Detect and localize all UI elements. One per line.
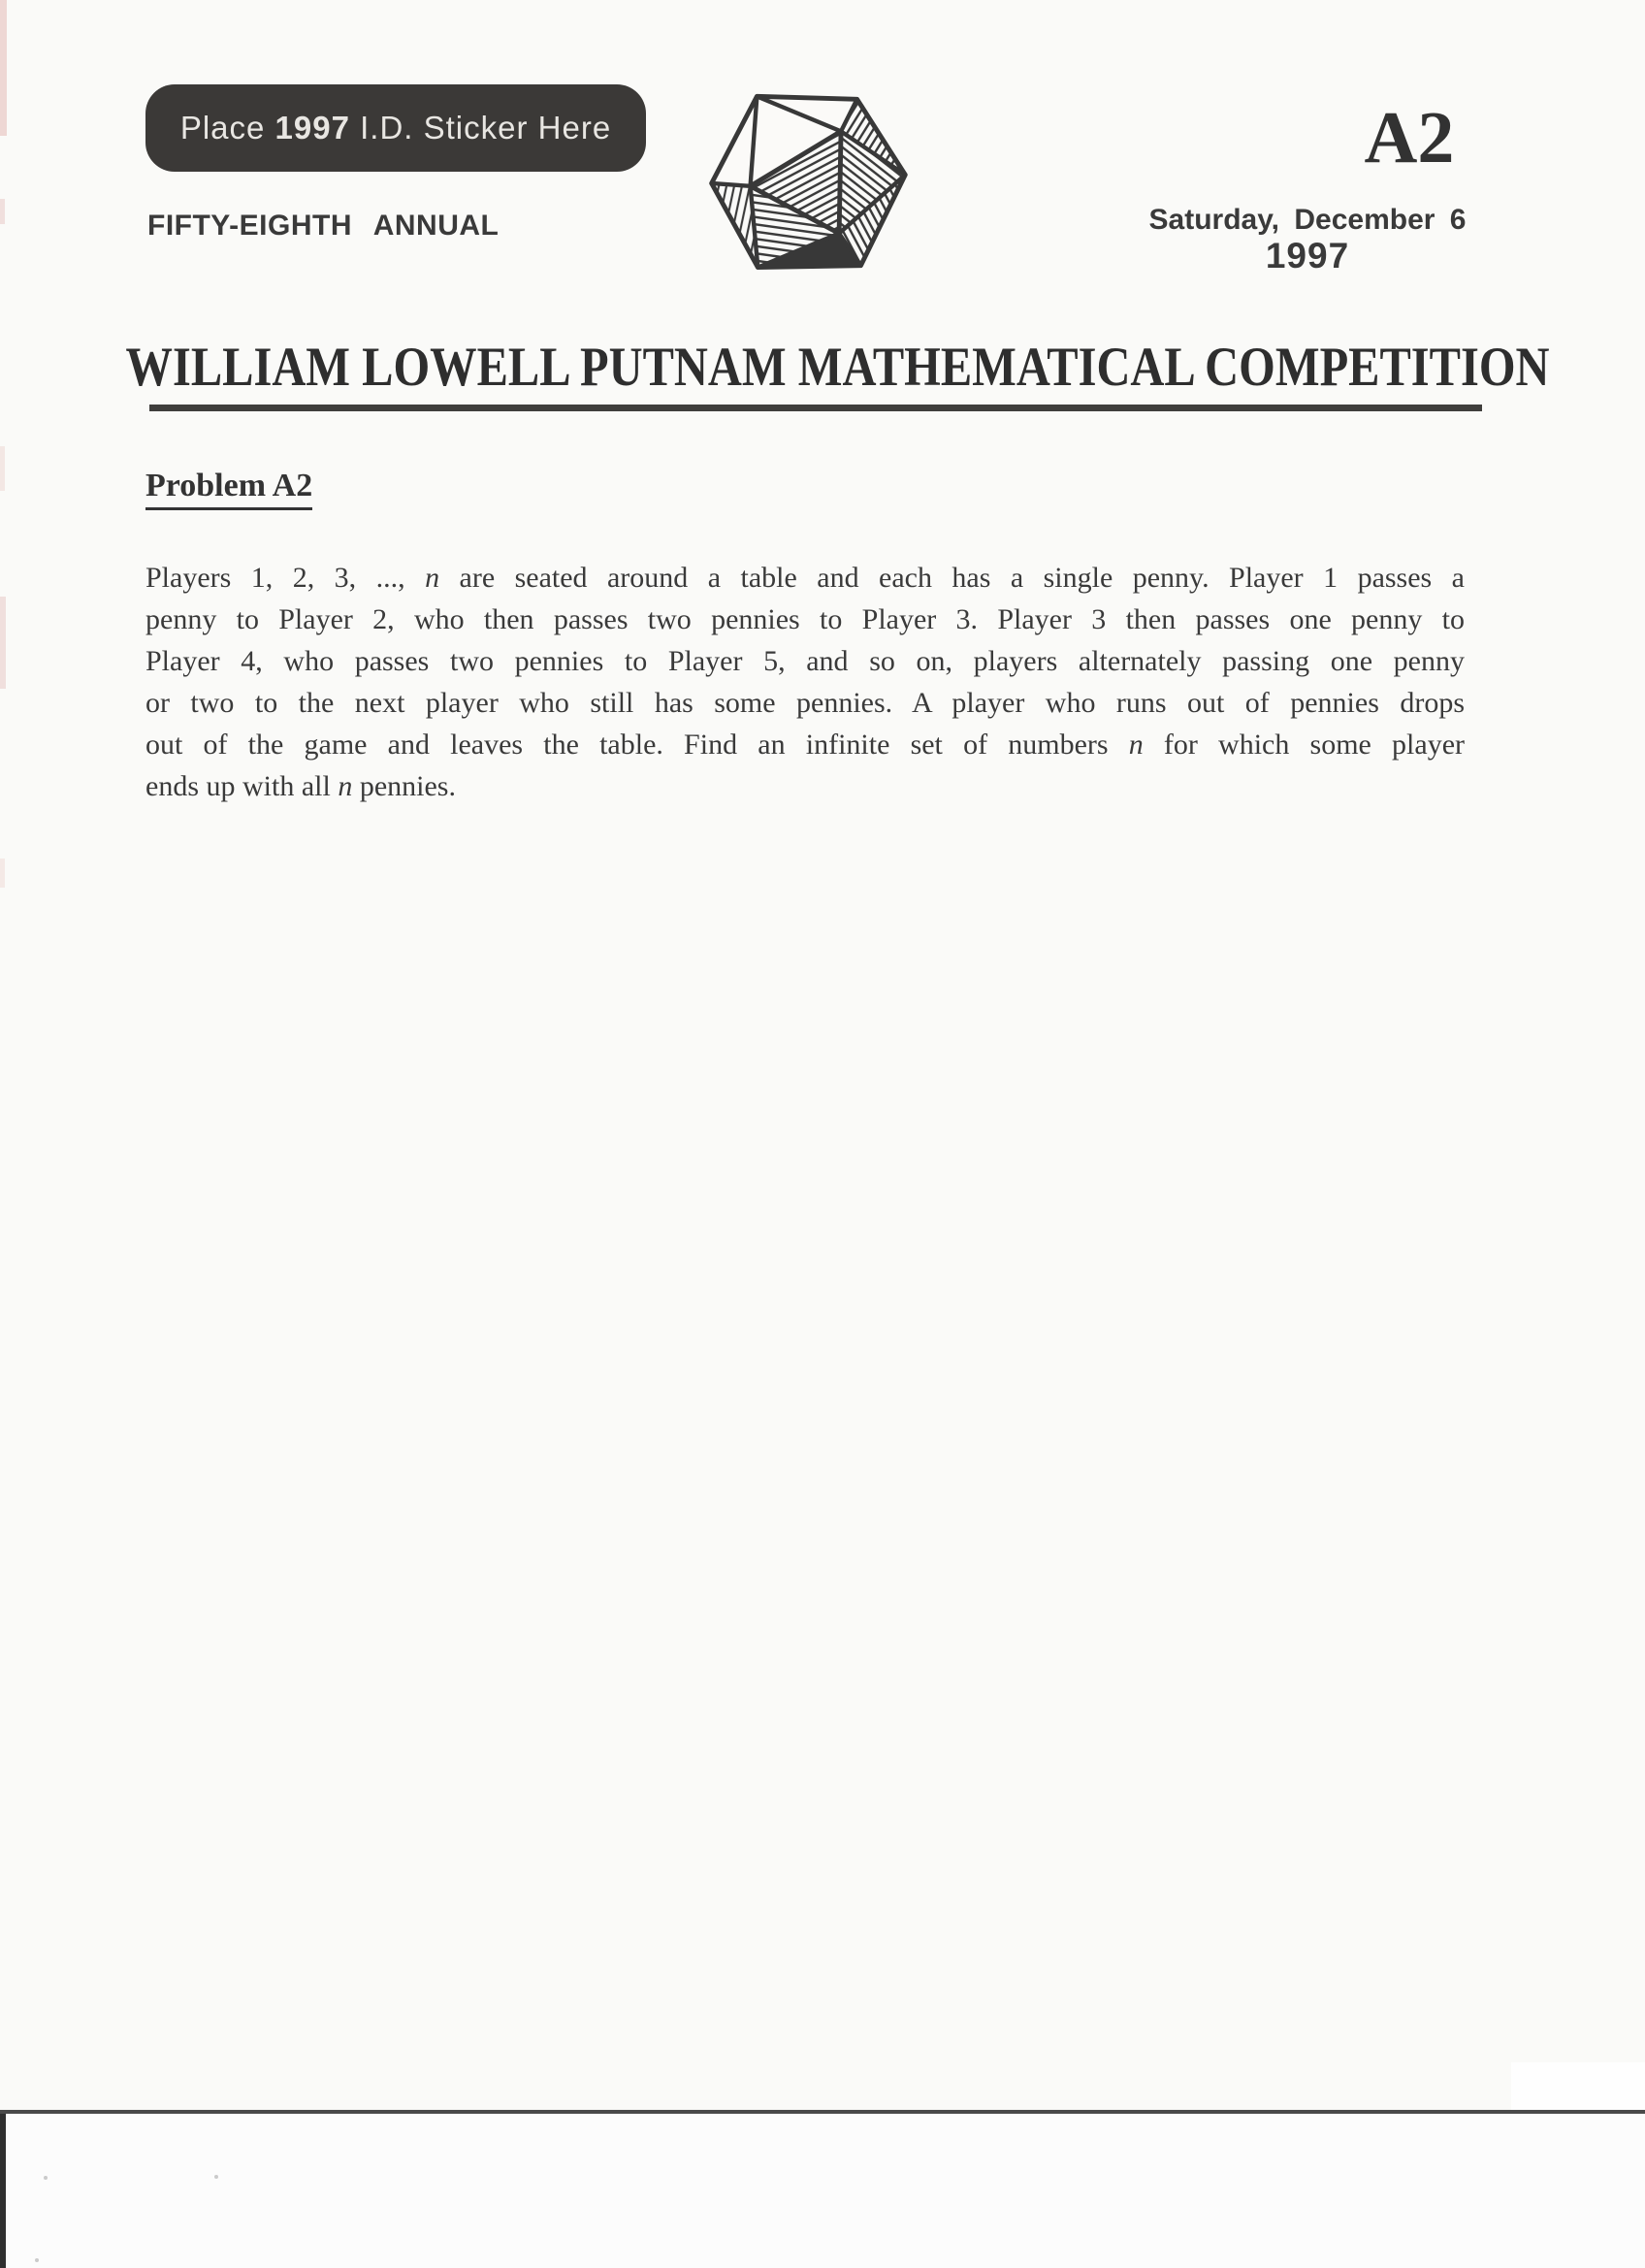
sticker-label-pre: Place [179, 110, 275, 146]
scan-speck [44, 2176, 48, 2180]
sticker-label-year: 1997 [274, 110, 350, 146]
sheet-corner-highlight [1511, 2062, 1645, 2111]
date-year: 1997 [1265, 236, 1350, 275]
underlying-sheet [0, 2114, 1645, 2268]
icosahedron-logo-icon [698, 81, 916, 281]
id-sticker-box [145, 84, 646, 172]
text-segment: penny to Player 2, who then passes two pennies to Player 3. Player 3 then passes one penny to [145, 603, 1465, 635]
underlying-sheet-shadow [0, 2114, 6, 2268]
math-variable: n [425, 562, 440, 594]
problem-heading: Problem A2 [145, 468, 312, 510]
scan-speck [214, 2175, 218, 2179]
scan-edge-mark [0, 199, 5, 224]
problem-text-line [145, 557, 1465, 599]
problem-text-line [145, 765, 1465, 807]
text-segment: Player 4, who passes two pennies to Player 5, and so on, players alternately passing one penny [145, 645, 1465, 677]
sticker-label-post: I.D. Sticker Here [349, 110, 612, 146]
problem-text-line [145, 682, 1465, 724]
text-segment: pennies. [352, 770, 456, 802]
text-segment: or two to the next player who still has some pennies. A player who runs out of pennies drops [145, 687, 1465, 719]
text-segment: out of the game and leaves the table. Find an infinite set of numbers [145, 729, 1129, 761]
text-segment: for which some player [1143, 729, 1465, 761]
annual-line: FIFTY-EIGHTH ANNUAL [147, 210, 500, 242]
scan-edge-mark [0, 0, 7, 136]
problem-code-label: A2 [1364, 97, 1455, 178]
problem-text-line [145, 599, 1465, 640]
competition-title-wrap [0, 337, 1645, 398]
text-segment: ends up with all [145, 770, 339, 802]
date-block [1145, 204, 1470, 275]
competition-title: WILLIAM LOWELL PUTNAM MATHEMATICAL COMPETITION [125, 337, 1550, 398]
math-variable: n [338, 770, 353, 802]
scan-speck [35, 2258, 39, 2262]
scan-edge-mark [0, 597, 6, 689]
math-variable: n [1128, 729, 1144, 761]
problem-text [145, 557, 1465, 807]
date-line: Saturday, December 6 [1148, 204, 1467, 236]
scan-edge-mark [0, 859, 5, 888]
text-segment: Players 1, 2, 3, ..., [145, 562, 426, 594]
text-segment: are seated around a table and each has a single penny. Player 1 passes a [439, 562, 1465, 594]
problem-text-line [145, 724, 1465, 765]
title-rule [149, 405, 1482, 411]
problem-text-line [145, 640, 1465, 682]
scan-edge-mark [0, 446, 5, 491]
sticker-label [180, 110, 611, 146]
